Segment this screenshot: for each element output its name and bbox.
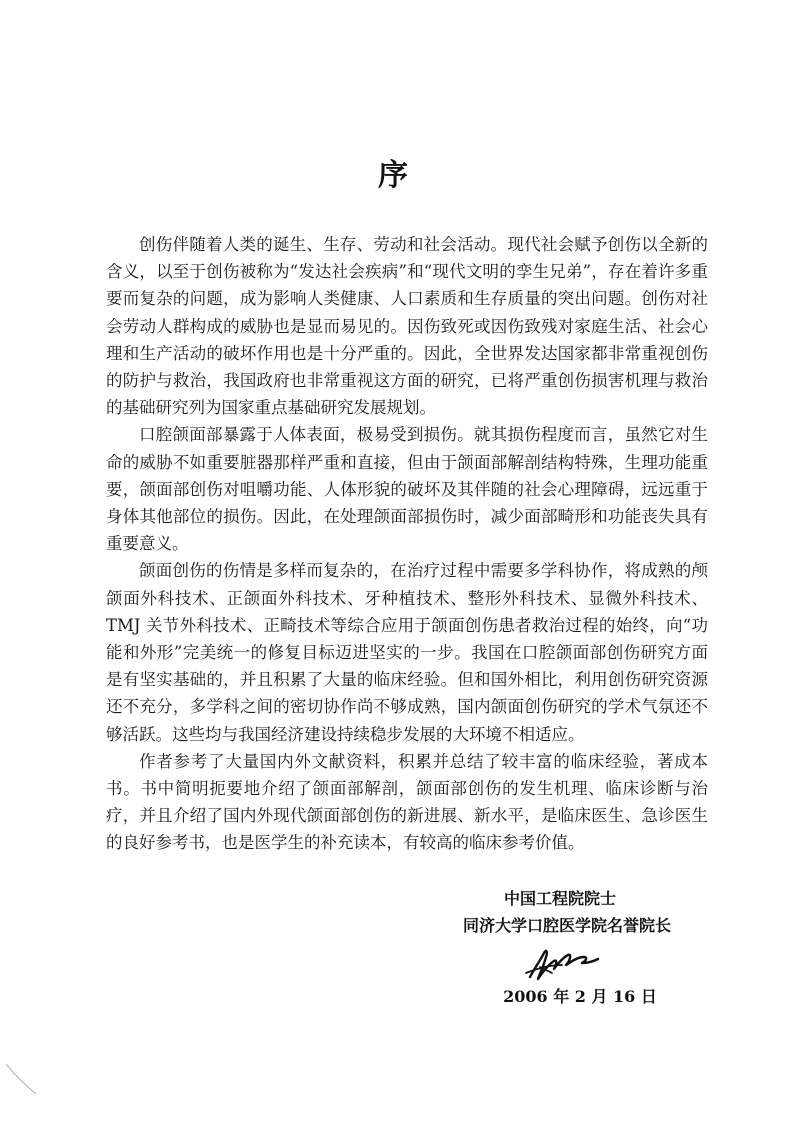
paragraph-3: 颌面创伤的伤情是多样而复杂的，在治疗过程中需要多学科协作，将成熟的颅颌面外科技术、正颌面外科技术、牙种植技术、整形外科技术、显微外科技术、TMJ 关节外科技术、正畸技术等综合应用于颌面创伤患者救治过程的始终，向“功能和外形”完美统一的修复目标迈进坚实的一步。我国在口腔颌面部创伤研究方面是有坚实基础的，并且积累了大量的临床经验。但和国外相比，利用创伤研究资源还不充分，多学科之间的密切协作尚不够成熟，国内颌面创伤研究的学术气氛还不够活跃。这些均与我国经济建设持续稳步发展的大环境不相适应。 xyxy=(106,561,708,744)
handwritten-signature xyxy=(500,943,620,985)
preface-body xyxy=(106,231,708,857)
scan-artifact-mark xyxy=(4,1060,44,1100)
signature-date: 2006 年 2 月 16 日 xyxy=(503,987,657,1006)
paragraph-4: 作者参考了大量国内外文献资料，积累并总结了较丰富的临床经验，著成本书。书中简明扼要地介绍了颌面部解剖，颌面部创伤的发生机理、临床诊断与治疗，并且介绍了国内外现代颌面部创伤的新进展、新水平，是临床医生、急诊医生的良好参考书，也是医学生的补充读本，有较高的临床参考价值。 xyxy=(106,751,708,853)
author-title-line-1: 中国工程院院士 xyxy=(503,889,616,908)
signature-block xyxy=(420,885,700,1009)
paragraph-2: 口腔颌面部暴露于人体表面，极易受到损伤。就其损伤程度而言，虽然它对生命的威胁不如重要脏器那样严重和直接，但由于颌面部解剖结构特殊，生理功能重要，颌面部创伤对咀嚼功能、人体形貌的破坏及其伴随的社会心理障碍，远远重于身体其他部位的损伤。因此，在处理颌面部损伤时，减少面部畸形和功能丧失具有重要意义。 xyxy=(106,425,708,554)
page-title: 序 xyxy=(378,158,410,193)
author-title-line-2: 同济大学口腔医学院名誉院长 xyxy=(462,916,671,935)
paragraph-1: 创伤伴随着人类的诞生、生存、劳动和社会活动。现代社会赋予创伤以全新的含义，以至于创伤被称为“发达社会疾病”和“现代文明的孪生兄弟”，存在着许多重要而复杂的问题，成为影响人类健康、人口素质和生存质量的突出问题。创伤对社会劳动人群构成的威胁也是显而易见的。因伤致死或因伤致残对家庭生活、社会心理和生产活动的破坏作用也是十分严重的。因此，全世界发达国家都非常重视创伤的防护与救治，我国政府也非常重视这方面的研究，已将严重创伤损害机理与救治的基础研究列为国家重点基础研究发展规划。 xyxy=(106,235,708,418)
